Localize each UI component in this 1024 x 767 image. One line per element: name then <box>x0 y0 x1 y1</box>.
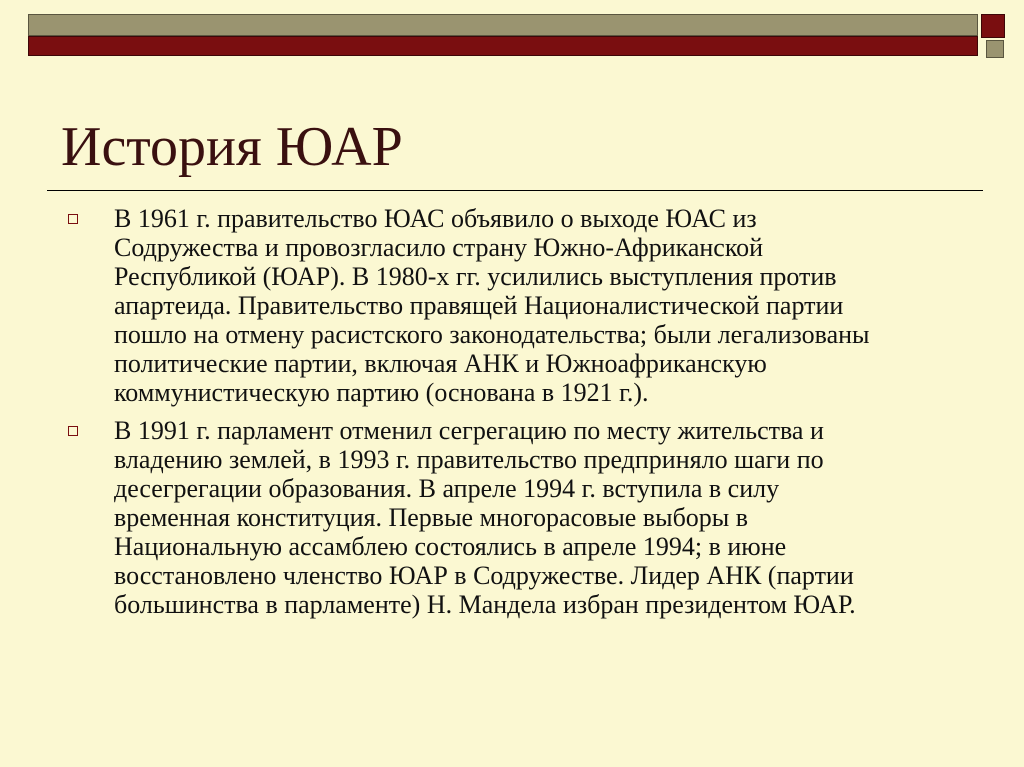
bullet-line: восстановлено членство ЮАР в Содружестве. Лидер АНК (партии <box>114 561 854 590</box>
bullet-line: политические партии, включая АНК и Южноафриканскую <box>114 349 767 378</box>
bullet-line: Национальную ассамблею состоялись в апреле 1994; в июне <box>114 532 787 561</box>
bullet-line: апартеида. Правительство правящей Националистической партии <box>114 291 844 320</box>
bullet-item <box>60 204 960 407</box>
square-bullet-icon <box>68 214 78 224</box>
square-bullet-icon <box>68 426 78 436</box>
bullet-line: Содружества и провозгласило страну Южно-Африканской <box>114 233 764 262</box>
top-decor-bar-maroon <box>28 36 978 56</box>
bullet-line: временная конституция. Первые многорасовые выборы в <box>114 503 749 532</box>
bullet-line: Республикой (ЮАР). В 1980-х гг. усилились выступления против <box>114 262 837 291</box>
bullet-line: В 1991 г. парламент отменил сегрегацию по месту жительства и <box>114 416 824 445</box>
bullet-item <box>60 416 960 619</box>
bullet-line: пошло на отмену расистского законодательства; были легализованы <box>114 320 870 349</box>
bullet-line: коммунистическую партию (основана в 1921 г.). <box>114 378 649 407</box>
top-decor-bar-olive <box>28 14 978 36</box>
slide-content <box>60 204 960 628</box>
bullet-line: В 1961 г. правительство ЮАС объявило о выходе ЮАС из <box>114 204 757 233</box>
bullet-line: десегрегации образования. В апреле 1994 г. вступила в силу <box>114 474 780 503</box>
title-divider <box>47 190 983 191</box>
corner-decor-square-maroon <box>981 14 1005 38</box>
corner-decor-square-olive <box>986 40 1004 58</box>
bullet-line: большинства в парламенте) Н. Мандела избран президентом ЮАР. <box>114 590 856 619</box>
bullet-line: владению землей, в 1993 г. правительство предприняло шаги по <box>114 445 824 474</box>
slide-title: История ЮАР <box>61 116 403 178</box>
